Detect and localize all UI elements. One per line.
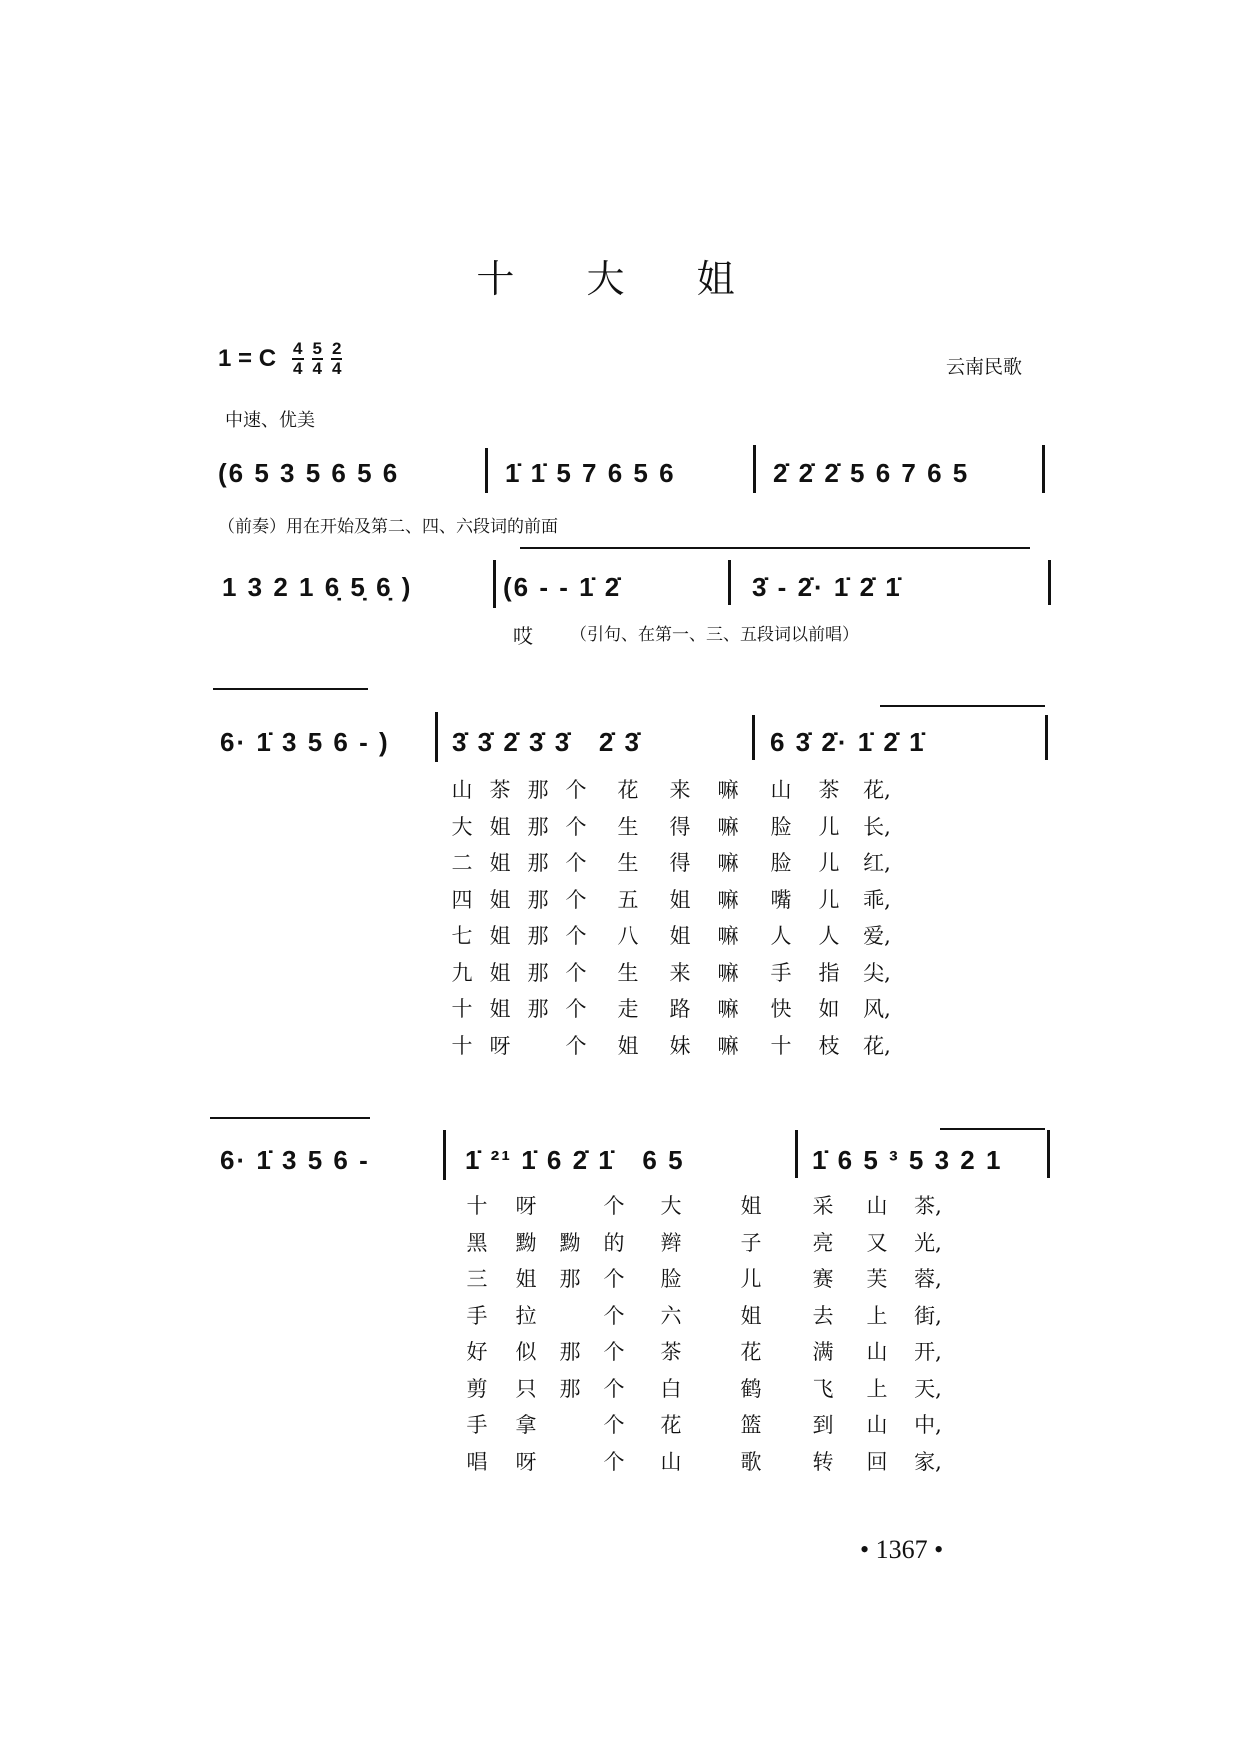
lyric-row: 十 呀 个 姐 妹 嘛 十 枝 花,	[451, 1033, 891, 1058]
key-label: 1 = C	[218, 345, 277, 372]
song-title: 十 大 姐	[476, 257, 765, 301]
slur	[210, 1117, 370, 1119]
time-signature-2: $\frac{5}{4}$	[312, 339, 322, 378]
barline	[1048, 560, 1051, 605]
slur	[880, 705, 1045, 707]
lyric-row: 大 姐 那 个 生 得 嘛 脸 儿 长,	[451, 814, 891, 839]
lyric-row: 唱 呀 个 山 歌 转 回 家,	[466, 1449, 942, 1474]
lyric-row: 山 茶 那 个 花 来 嘛 山 茶 花,	[451, 778, 891, 802]
barline	[795, 1130, 798, 1178]
barline	[493, 560, 496, 608]
measure-3-3: 6 3̇ 2̇· 1̇ 2̇ 1̇	[770, 727, 926, 757]
barline	[753, 445, 756, 493]
measure-4-1: 6· 1̇ 3 5 6 -	[220, 1145, 370, 1175]
measure-1-3: 2̇ 2̇ 2̇ 5 6 7 6 5	[773, 458, 970, 488]
barline	[1047, 1130, 1050, 1178]
page-number: • 1367 •	[860, 1535, 944, 1564]
lead-in-note: （引句、在第一、三、五段词以前唱）	[570, 625, 859, 645]
lyrics-block-1	[443, 772, 901, 1064]
lyric-row: 手 拿 个 花 篮 到 山 中,	[466, 1413, 942, 1437]
time-signature-3: $\frac{2}{4}$	[331, 339, 342, 378]
measure-1-1: (6 5 3 5 6 5 6	[218, 458, 400, 488]
lyric-row: 四 姐 那 个 五 姐 嘛 嘴 儿 乖,	[451, 887, 891, 912]
barline	[435, 712, 438, 762]
measure-4-2: 1̇ ²¹ 1̇ 6 2̇ 1̇ 6 5	[465, 1145, 685, 1175]
lyric-row: 二 姐 那 个 生 得 嘛 脸 儿 红,	[451, 851, 891, 875]
measure-4-3: 1̇ 6 5 ³ 5 3 2 1	[812, 1145, 1003, 1175]
lyric-row: 十 呀 个 大 姐 采 山 茶,	[466, 1194, 942, 1218]
barline	[485, 448, 488, 493]
slur	[520, 547, 1030, 549]
tempo-marking: 中速、优美	[225, 410, 315, 431]
measure-2-2: (6 - - 1̇ 2̇	[503, 572, 622, 602]
measure-2-1: 1 3 2 1 6̣ 5̣ 6̣ )	[222, 572, 413, 602]
prelude-note: （前奏）用在开始及第二、四、六段词的前面	[218, 517, 558, 537]
barline	[443, 1130, 446, 1180]
lyric-row: 剪 只 那 个 白 鹤 飞 上 天,	[466, 1376, 942, 1401]
barline	[1045, 715, 1048, 760]
lyric-row: 三 姐 那 个 脸 儿 赛 芙 蓉,	[466, 1267, 942, 1291]
time-signatures	[292, 340, 342, 378]
measure-2-3: 3̇ - 2̇· 1̇ 2̇ 1̇	[752, 572, 902, 602]
lyric-interjection: 哎	[513, 624, 533, 648]
barline	[752, 715, 755, 760]
time-signature-1: $\frac{4}{4}$	[293, 339, 303, 378]
measure-1-2: 1̇ 1̇ 5 7 6 5 6	[505, 458, 676, 488]
lyric-row: 黑 黝 黝 的 辫 子 亮 又 光,	[466, 1230, 942, 1255]
measure-3-1: 6· 1̇ 3 5 6 - )	[220, 727, 390, 757]
key-signature	[218, 340, 342, 378]
lyric-row: 七 姐 那 个 八 姐 嘛 人 人 爱,	[451, 924, 891, 948]
barline	[1042, 445, 1045, 493]
slur	[940, 1128, 1045, 1130]
lyric-row: 手 拉 个 六 姐 去 上 街,	[466, 1303, 942, 1328]
slur	[213, 688, 368, 690]
lyric-row: 十 姐 那 个 走 路 嘛 快 如 风,	[451, 997, 891, 1021]
lyric-row: 好 似 那 个 茶 花 满 山 开,	[466, 1340, 942, 1364]
measure-3-2: 3̇ 3̇ 2̇ 3̇ 3̇ 2̇ 3̇	[452, 727, 642, 757]
lyric-row: 九 姐 那 个 生 来 嘛 手 指 尖,	[451, 960, 891, 985]
lyrics-block-2	[450, 1188, 952, 1480]
song-origin: 云南民歌	[946, 356, 1023, 378]
barline	[728, 560, 731, 605]
